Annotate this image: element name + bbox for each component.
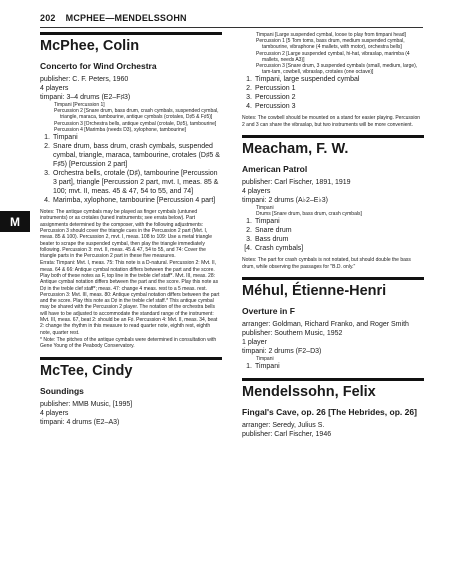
- entry-rule: [242, 277, 424, 280]
- list-text: Timpani: [255, 363, 280, 371]
- list-number: 3.: [246, 94, 252, 102]
- header-rule: [40, 27, 423, 28]
- entry-rule: [40, 357, 222, 360]
- list-text: Snare drum: [255, 227, 292, 235]
- publisher: publisher: Carl Fischer, 1891, 1919: [242, 179, 351, 187]
- part-line: Drums [Snare drum, bass drum, crash cymbals]: [256, 211, 362, 218]
- part-line: Percussion 4 [Marimba (needs D3), xylophone, tambourine]: [54, 126, 187, 133]
- list-number: 4.: [246, 103, 252, 111]
- composer-name: McTee, Cindy: [40, 362, 133, 379]
- players: 4 players: [242, 188, 271, 196]
- entry-rule: [242, 378, 424, 381]
- list-number: 3.: [246, 236, 252, 244]
- list-number: 1.: [246, 76, 252, 84]
- composer-name: Meacham, F. W.: [242, 141, 349, 158]
- part-line: Timpani: [256, 356, 274, 363]
- composer-name: Mendelssohn, Felix: [242, 384, 376, 401]
- list-text: Percussion 3: [255, 103, 296, 111]
- publisher: publisher: Carl Fischer, 1946: [242, 431, 332, 439]
- arranger: arranger: Goldman, Richard Franko, and Roger Smith: [242, 321, 409, 329]
- timpani-range: timpani: 4 drums (E2–A3): [40, 418, 120, 426]
- footnote-paragraph: * Note: The pitches of the antique cymbals were determined in consultation with Gene Young of the Peabody Conservatory.: [40, 336, 217, 350]
- list-number: 1.: [44, 134, 50, 142]
- work-title: Overture in F: [242, 306, 295, 317]
- list-item: [242, 75, 424, 84]
- entry-rule: [40, 32, 222, 35]
- left-column: [40, 32, 222, 434]
- running-head: [40, 10, 423, 26]
- section-title: MCPHEE—MENDELSSOHN: [65, 13, 187, 23]
- work-title: Soundings: [40, 385, 84, 396]
- list-item: [242, 226, 424, 235]
- list-number: 2.: [246, 85, 252, 93]
- entry-mctee-continued: [242, 32, 424, 128]
- players: 1 player: [242, 339, 267, 347]
- thumb-index-tab: M: [0, 211, 30, 232]
- list-text: Timpani: [53, 134, 78, 142]
- list-item: [242, 235, 424, 244]
- entry-rule: [242, 135, 424, 138]
- notes: Notes: The part for crash cymbals is not notated, but should double the bass drum, while observing the passages for "B.D. only.": [242, 257, 411, 270]
- part-line: Percussion 3 [Snare drum, 3 suspended cymbals (small, medium, large), tam-tam, cowbell, vibraslap, crotales (one octave)]: [256, 63, 418, 76]
- list-text: Timpani, large suspended cymbal: [255, 76, 360, 84]
- timpani-range: timpani: 2 drums (A♭2–E♭3): [242, 197, 328, 205]
- part-line: Percussion 2 [Snare drum, bass drum, crash cymbals, suspended cymbal, triangle, maraca, tambourine, antique cymbals (crotales, D♯5 & F♯5)]: [54, 108, 219, 121]
- list-item: [242, 362, 424, 371]
- part-line: Percussion 3 [Orchestra bells, antique cymbal (crotale, D♯5), tambourine]: [54, 120, 217, 127]
- work-title: Fingal's Cave, op. 26 [The Hebrides, op. 26]: [242, 407, 417, 418]
- composer-name: McPhee, Colin: [40, 38, 140, 54]
- list-item: [40, 142, 222, 169]
- publisher: publisher: MMB Music, [1995]: [40, 400, 133, 408]
- list-number: 1.: [246, 363, 252, 371]
- part-line: Timpani [Percussion 1]: [54, 102, 105, 108]
- errata-paragraph: Errata: Timpani: Mvt. I, meas. 75: This note is a D-natural. Percussion 2: Mvt. II, meas. 64 & 66: Antique cymbal notation differs between the part and the score. Play both of these notes as F, top line in the treble clef staff*. Mvt. III, meas. 28: Antique cymbal notation differs between the part and the score. Play this note as D♯ in the treble clef staff*; meas. 47: change 4 meas. rest to a 5 meas. rest. Percussion 3: Mvt. III, meas. 80: Antique cymbal notation differs between the part and the score. Play this note as D♯ in the treble clef staff.* This antique cymbal may be shared with the Percussion 2 player. The notation of the orchestra bells will have to be adjusted to accommodate the standard range of the instrument: Mvt. III, meas. 67, beat 2: should be an F♯. Percussion 4: Mvt. II, meas. 34, beat 2: change the rhythm in this measure to read quarter note, eighth rest, eighth note, quarter rest.: [40, 260, 220, 336]
- list-text: Crash cymbals]: [255, 245, 304, 253]
- players: 4 players: [40, 409, 69, 417]
- composer-name: Méhul, Étienne-Henri: [242, 283, 387, 300]
- entry-mehul: [242, 277, 424, 371]
- publisher: publisher: Southern Music, 1952: [242, 330, 343, 338]
- notes: [40, 209, 222, 350]
- part-line: Timpani: [256, 205, 274, 212]
- right-column: [242, 32, 424, 446]
- work-title: Concerto for Wind Orchestra: [40, 61, 157, 71]
- list-number: 2.: [246, 227, 252, 235]
- entry-mendelssohn: [242, 378, 424, 439]
- list-item: [242, 102, 424, 111]
- list-text: Orchestra bells, crotale (D♯), tambourine [Percussion 3 part], triangle [Percussion 2 part, mvt. I, meas. 85 & 100; mvt. II, meas. 45 & 47, 54 to 55, and 74]: [53, 170, 219, 196]
- part-line: Timpani [Large suspended cymbal, loose to play from timpani head]: [256, 32, 406, 38]
- notes-paragraph: Notes: The antique cymbals may be played as finger cymbals (untuned instruments) or as crotales (tuned instruments; see errata below). Part assignments determined by the composer, with the following adjustments: Percussion 3 should cover the triangle cues in the Percussion 2 part (Mvt. I, meas. 85 & 100). Percussion 2, mvt. I, meas. 108 to 109: Use a metal triangle beater to scrape the suspended cymbal, then play the triangle immediately following. Percussion 3: mvt. II, meas. 45 & 47, 54 to 55, and 74: Cover the triangle parts in the Percussion 2 part in these five measures.: [40, 209, 213, 260]
- list-number: 2.: [44, 143, 50, 151]
- list-text: Bass drum: [255, 236, 289, 244]
- notes: Notes: The cowbell should be mounted on a stand for easier playing. Percussion 2 and 3 can share the vibraslap, but two instruments will be more convenient.: [242, 115, 421, 128]
- part-line: Percussion 1 [5 Tom toms, bass drum, medium suspended cymbal, tambourine, vibraphone (4 mallets, with motor), orchestra bells]: [256, 38, 405, 51]
- timpani-range: timpani: 3–4 drums (E2–F♯3): [40, 94, 131, 101]
- work-title: American Patrol: [242, 164, 308, 175]
- list-number: [4.: [244, 245, 252, 253]
- list-text: Snare drum, bass drum, crash cymbals, suspended cymbal, triangle, maraca, tambourine, crotales (D♯5 & F♯5) [Percussion 2 part]: [53, 143, 220, 169]
- list-item: [242, 244, 424, 253]
- list-item: [242, 217, 424, 226]
- part-line: Percussion 2 [Large suspended cymbal, hi-hat, vibraslap, marimba (4 mallets, needs A3)]: [256, 50, 410, 63]
- entry-mcphee: [40, 32, 222, 350]
- players: 4 players: [40, 85, 69, 92]
- entry-meacham: [242, 135, 424, 270]
- list-number: 3.: [44, 170, 50, 178]
- list-item: [242, 84, 424, 93]
- entry-mctee: [40, 357, 222, 427]
- list-text: Timpani: [255, 218, 280, 226]
- list-item: [40, 169, 222, 196]
- list-item: [40, 196, 222, 205]
- page-number: 202: [40, 13, 56, 23]
- list-text: Percussion 2: [255, 94, 296, 102]
- list-number: 1.: [246, 218, 252, 226]
- list-number: 4.: [44, 197, 50, 205]
- timpani-range: timpani: 2 drums (F2–D3): [242, 348, 322, 356]
- list-item: [40, 133, 222, 142]
- list-item: [242, 93, 424, 102]
- list-text: Marimba, xylophone, tambourine [Percussion 4 part]: [53, 197, 216, 205]
- list-text: Percussion 1: [255, 85, 296, 93]
- publisher: publisher: C. F. Peters, 1960: [40, 76, 129, 83]
- arranger: arranger: Seredy, Julius S.: [242, 422, 325, 430]
